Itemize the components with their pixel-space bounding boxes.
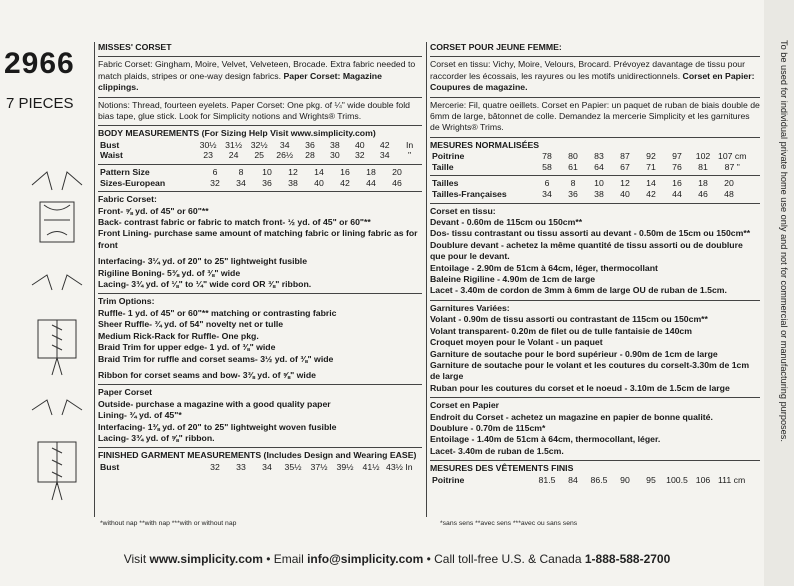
list-item: Devant - 0.60m de 115cm ou 150cm** [430,217,583,228]
list-item: Lacet - 3.40m de cordon de 3mm à 6mm de large OU de ruban de 1.5cm. [430,285,727,296]
list-item: Back- contrast fabric or fabric to match front- ½ yd. of 45" or 60"** [98,217,371,228]
list-item: Volant - 0.90m de tissu assorti ou contrastant de 115cm ou 150cm** [430,314,708,325]
list-item: Doublure devant - achetez la même quantité de tissu assorti ou de doublure que pour le devant. [430,239,743,262]
mesures-finis-title: MESURES DES VÊTEMENTS FINIS [430,463,574,474]
nap-notes-fr: *sans sens **avec sens ***avec ou sans sens [440,520,578,527]
finished-table [98,462,415,473]
list-item: Outside- purchase a magazine with a good quality paper [98,398,331,409]
list-item: Croquet moyen pour le Volant - un paquet [430,337,603,348]
table-row: Taille 58 61 64 67 71 76 81 87 " [432,161,740,172]
tissu-text: Corset en tissu: Vichy, Moire, Velours, Brocard. Prévoyez davantage de tissu pour raccorder les écossais, les rayures ou les motifs unidirectionnels. [430,59,745,81]
garnitures-heading: Garnitures Variées: [430,302,510,313]
corset-sketches [22,160,92,510]
list-item: Entoilage - 2.90m de 51cm à 64cm, léger, thermocollant [430,262,658,273]
list-item: Doublure - 0.70m de 115cm* [430,422,546,433]
table-row: Tailles 6 8 10 12 14 16 18 20 [432,178,734,189]
french-column [430,42,760,485]
corset-tissu-heading: Corset en tissu: [430,205,496,216]
list-item: Garniture de soutache pour le volant et les coutures du corselt-3.30m de 1cm de large [430,359,750,382]
list-item: Ruban pour les coutures du corset et le noeud - 3.10m de 1.5cm de large [430,382,730,393]
list-item: Dos- tissu contrastant ou tissu assorti au devant - 0.50m de 15cm ou 150cm** [430,228,751,239]
list-item: Ribbon for corset seams and bow- 3⅜ yd. of ⅝" wide [98,369,316,380]
list-item: Baleine Rigiline - 4.90m de 1cm de large [430,274,596,285]
sketch-corset-front-icon [40,202,74,242]
list-item: Lining- ¾ yd. of 45"* [98,410,182,421]
list-item: Ruffle- 1 yd. of 45" or 60"** matching or contrasting fabric [98,307,337,318]
trim-heading: Trim Options: [98,296,155,307]
english-column [98,42,422,472]
pattern-number: 2966 [4,47,75,80]
list-item: Entoilage - 1.40m de 51cm à 64cm, thermocollant, léger. [430,434,661,445]
finis-table [430,475,747,486]
piece-count: 7 PIECES [6,95,74,112]
corset-papier-heading: Corset en Papier [430,400,500,411]
list-item: Braid Trim for upper edge- 1 yd. of ⅜" wide [98,342,276,353]
list-item: Interfacing- 3¼ yd. of 20" to 25" lightweight fusible [98,256,308,267]
phone-number: 1-888-588-2700 [584,552,671,566]
list-item: Volant transparent- 0.20m de filet ou de tulle fantaisie de 140cm [430,325,692,336]
list-item: Lacet- 3.40m de ruban de 1.5cm. [430,445,564,456]
table-row: Pattern Size 6 8 10 12 14 16 18 20 [100,167,402,178]
table-row: Poitrine 78 80 83 87 92 97 102 107 cm [432,151,747,162]
finished-measurements-title: FINISHED GARMENT MEASUREMENTS (Includes Design and Wearing EASE) [98,450,417,461]
papier-text: Corset en Papier: Coupures de magazine. [430,70,755,93]
mercerie-text: Mercerie: Fil, quatre oeillets. [430,99,540,110]
mesures-title: MESURES NORMALISÉES [430,139,540,150]
list-item: Sheer Ruffle- ¾ yd. of 54" novelty net or tulle [98,319,284,330]
usage-notice: To be used for individual private home use only and not for commercial or manufacturing purposes. [779,40,789,442]
fabric-corset-heading: Fabric Corset: [98,194,157,205]
paper-corset-text: Paper Corset: Magazine clippings. [98,70,382,93]
nap-notes-en: *without nap **with nap ***with or without nap [100,520,237,527]
body-measurements-table [98,140,422,161]
english-title: MISSES' CORSET [98,42,172,52]
notions-text: Notions: Thread, fourteen eyelets. [98,99,229,110]
list-item: Garniture de soutache pour le bord supérieur - 0.90m de 1cm de large [430,348,718,359]
table-row: Bust 30½ 31½ 32½ 34 36 38 40 42 In [100,139,414,150]
list-item: Braid Trim for ruffle and corset seams- 3½ yd. of ⅜" wide [98,353,334,364]
pattern-size-table [98,167,410,188]
list-item: Front Lining- purchase same amount of matching fabric or lining fabric as for front [98,228,418,250]
table-row: Sizes-European 32 34 36 38 40 42 44 46 [100,177,402,188]
list-item: Rigiline Boning- 5⅜ yd. of ⅜" wide [98,267,241,278]
tailles-table [430,178,742,199]
table-row: Poitrine 81.5 84 86.5 90 95 100.5 106 111 cm [432,474,746,485]
french-title: CORSET POUR JEUNE FEMME: [430,42,562,52]
fabric-text: Fabric Corset: Gingham, Moire, Velvet, Velveteen, Brocade. Extra fabric needed to match plaids, stripes or one-way design fabrics. [98,59,416,81]
email-link[interactable]: info@simplicity.com [307,552,424,566]
notions-paper-text: Paper Corset: One pkg. of ¼" wide double fold bias tape, glue stick. Look for Simplicity notions and Wrights® Trims. [98,99,411,122]
list-item: Lacing- 3¾ yd. of ⅛" to ¼" wide cord OR ⅜" ribbon. [98,279,312,290]
body-measurements-title: BODY MEASUREMENTS (For Sizing Help Visit www.simplicity.com) [98,128,376,139]
table-row: Tailles-Françaises 34 36 38 40 42 44 46 48 [432,189,734,200]
list-item: Lacing- 3¾ yd. of ⅝" ribbon. [98,432,215,443]
list-item: Interfacing- 1⅜ yd. of 20" to 25" lightweight woven fusible [98,421,337,432]
table-row: Waist 23 24 25 26½ 28 30 32 34 " [100,150,412,161]
list-item: Endroit du Corset - achetez un magazine en papier de bonne qualité. [430,411,713,422]
website-link[interactable]: www.simplicity.com [149,552,263,566]
footer-contact: Visit www.simplicity.com • Email info@simplicity.com • Call toll-free U.S. & Canada 1-888-588-2700 [123,552,671,566]
list-item: Front- ⅝ yd. of 45" or 60"** [98,205,209,216]
mercerie-papier-text: Corset en Papier: un paquet de ruban de biais double de 6mm de large, bâtonnet de colle. Demandez la mercerie Simplicity et les garnitures de Wrights® Trims. [430,99,760,133]
mesures-table [430,151,749,172]
table-row: Bust 32 33 34 35½ 37½ 39½ 41½ 43½ In [100,461,413,472]
list-item: Medium Rick-Rack for Ruffle- One pkg. [98,330,259,341]
paper-heading: Paper Corset [98,387,153,398]
